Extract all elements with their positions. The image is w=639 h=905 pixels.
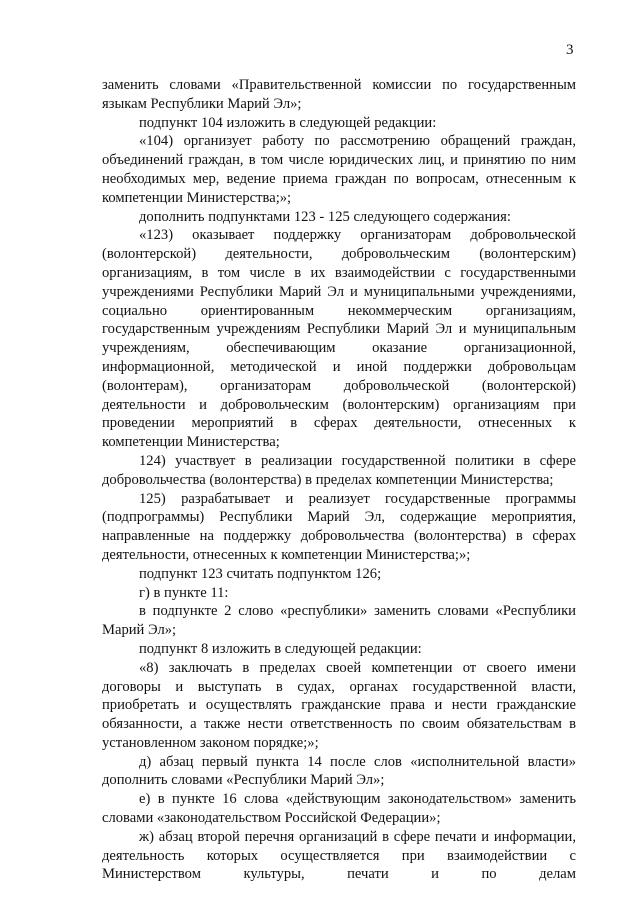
- document-body: [102, 76, 576, 884]
- paragraph: д) абзац первый пункта 14 после слов «исполнительной власти» дополнить словами «Республики Марий Эл»;: [102, 753, 576, 789]
- paragraph: 124) участвует в реализации государственной политики в сфере добровольчества (волонтерства) в пределах компетенции Министерства;: [102, 452, 576, 488]
- paragraph: «104) организует работу по рассмотрению обращений граждан, объединений граждан, в том числе юридических лиц, и принятию по ним необходимых мер, ведение приема граждан по вопросам, отнесенным к компетенции Министерства;»;: [102, 133, 576, 206]
- paragraph: в подпункте 2 слово «республики» заменить словами «Республики Марий Эл»;: [102, 603, 576, 639]
- paragraph: ж) абзац второй перечня организаций в сфере печати и информации, деятельность которых осуществляется при взаимодействии с Министерством культуры, печати и по делам: [102, 828, 576, 883]
- paragraph: подпункт 8 изложить в следующей редакции:: [139, 640, 422, 657]
- paragraph: 125) разрабатывает и реализует государственные программы (подпрограммы) Республики Марий Эл, содержащие мероприятия, направленные на поддержку добровольчества (волонтерства) в сферах деятельности, отнесенных к компетенции Министерства;»;: [102, 490, 576, 563]
- paragraph: г) в пункте 11:: [139, 584, 229, 601]
- paragraph: подпункт 104 изложить в следующей редакции:: [139, 114, 437, 131]
- paragraph: заменить словами «Правительственной комиссии по государственным языкам Республики Марий Эл»;: [102, 77, 576, 112]
- paragraph: «123) оказывает поддержку организаторам добровольческой (волонтерской) деятельности, добровольческим (волонтерским) организациям, в том числе в их взаимодействии с государственными учреждениями Республики Марий Эл и муниципальными учреждениями, социально ориентированным некоммерческим организациям, государственным учреждениям Республики Марий Эл и муниципальным учреждениям, обеспечивающим оказание организационной, информационной, методической и иной поддержки добровольцам (волонтерам), организаторам добровольческой (волонтерской) деятельности и добровольческим (волонтерским) организациям при проведении мероприятий в сферах деятельности, отнесенных к компетенции Министерства;: [102, 227, 576, 451]
- paragraph: дополнить подпунктами 123 - 125 следующего содержания:: [139, 208, 511, 225]
- paragraph: «8) заключать в пределах своей компетенции от своего имени договоры и выступать в судах, органах государственной власти, приобретать и осуществлять гражданские права и нести гражданские обязанности, а также нести ответственность по своим обязательствам в установленном законом порядке;»;: [102, 659, 576, 751]
- page-number: 3: [566, 42, 574, 58]
- paragraph: е) в пункте 16 слова «действующим законодательством» заменить словами «законодательством Российской Федерации»;: [102, 791, 576, 827]
- paragraph: подпункт 123 считать подпунктом 126;: [139, 565, 382, 582]
